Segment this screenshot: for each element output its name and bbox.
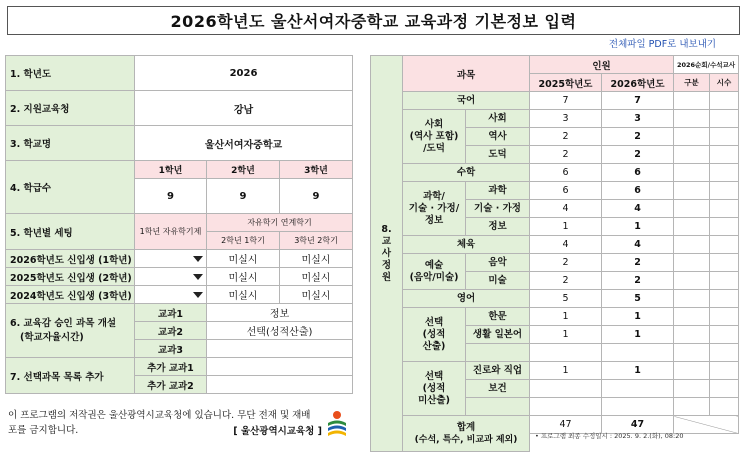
- quota-row: [371, 308, 739, 326]
- subject-sub-label: 기술 · 가정: [466, 200, 530, 218]
- grade1-classes-input[interactable]: 9: [135, 179, 207, 214]
- extra-hours-cell[interactable]: [710, 344, 739, 362]
- count-2025[interactable]: 1: [530, 362, 602, 380]
- count-2025[interactable]: 3: [530, 110, 602, 128]
- grade1-header: 1학년: [135, 161, 207, 179]
- total-2025: 47: [530, 416, 602, 434]
- school-name-input[interactable]: 울산서여자중학교: [135, 126, 353, 161]
- subject-sub-label: 음악: [466, 254, 530, 272]
- subject-sub-label: 보건: [466, 380, 530, 398]
- added-subject2-label: 추가 교과2: [135, 376, 207, 394]
- page-title: [7, 6, 740, 35]
- count-2026[interactable]: 6: [602, 182, 674, 200]
- subject-header: 과목: [403, 56, 530, 92]
- teacher-quota-body: [371, 56, 739, 452]
- count-2026[interactable]: 1: [602, 362, 674, 380]
- cohort-2026-dropdown[interactable]: [135, 250, 207, 268]
- extra-hours-cell[interactable]: [710, 92, 739, 110]
- subject1-input[interactable]: 정보: [207, 304, 353, 322]
- count-2026[interactable]: 4: [602, 236, 674, 254]
- extra-hours-cell[interactable]: [710, 290, 739, 308]
- linked-semester-header: 자유학기 연계학기: [207, 214, 353, 232]
- count-2025[interactable]: 1: [530, 218, 602, 236]
- cohort-2025-dropdown[interactable]: [135, 268, 207, 286]
- extra-type-cell[interactable]: [674, 344, 710, 362]
- added-subject2-input[interactable]: [207, 376, 353, 394]
- count-2026[interactable]: 6: [602, 164, 674, 182]
- cohort-2026-value-2[interactable]: 미실시: [280, 250, 353, 268]
- linked-sub-2-1: 2학년 1학기: [207, 232, 280, 250]
- extra-type-cell[interactable]: [674, 200, 710, 218]
- year-2026-header: 2026학년도: [602, 74, 674, 92]
- cohort-2025-value-1[interactable]: 미실시: [207, 268, 280, 286]
- subject-group-label: 체육: [403, 236, 530, 254]
- subject-sub-label: 미술: [466, 272, 530, 290]
- count-2026[interactable]: 2: [602, 128, 674, 146]
- count-2026[interactable]: 3: [602, 110, 674, 128]
- count-2026[interactable]: 4: [602, 200, 674, 218]
- subject3-input[interactable]: [207, 340, 353, 358]
- total-subtitle: (수석, 특수, 비교과 제외): [414, 434, 518, 445]
- cohort-2024-value-1[interactable]: 미실시: [207, 286, 280, 304]
- copyright-text: 이 프로그램의 저작권은 울산광역시교육청에 있습니다. 무단 전재 및 재배포를 금지합니다.: [8, 410, 311, 436]
- headcount-header: 인원: [530, 56, 674, 74]
- subject2-input[interactable]: 선택(성적산출): [207, 322, 353, 340]
- extra-hours-cell[interactable]: [710, 272, 739, 290]
- school-year-input[interactable]: 2026: [135, 56, 353, 91]
- count-2026[interactable]: [602, 380, 674, 398]
- quota-row: [371, 362, 739, 380]
- total-2026: 47: [602, 416, 674, 434]
- chevron-down-icon[interactable]: [193, 274, 203, 280]
- count-2026[interactable]: 2: [602, 254, 674, 272]
- linked-sub-3-2: 3학년 2학기: [280, 232, 353, 250]
- cohort-2026-label: 2026학년도 신입생 (1학년): [6, 250, 135, 268]
- grade3-classes-input[interactable]: 9: [280, 179, 353, 214]
- count-2026[interactable]: 1: [602, 218, 674, 236]
- subject-group-label: 국어: [403, 92, 530, 110]
- elective-list-label: 7. 선택과목 목록 추가: [6, 358, 135, 394]
- subject-sub-label: 정보: [466, 218, 530, 236]
- quota-row: [371, 290, 739, 308]
- subject-sub-label: [466, 344, 530, 362]
- count-2025[interactable]: 4: [530, 200, 602, 218]
- subject1-label: 교과1: [135, 304, 207, 322]
- extra-type-cell[interactable]: [674, 326, 710, 344]
- count-2025[interactable]: 2: [530, 146, 602, 164]
- subject-sub-label: 생활 일본어: [466, 326, 530, 344]
- free-semester-header: 1학년 자유학기제: [135, 214, 207, 250]
- cohort-2026-value-1[interactable]: 미실시: [207, 250, 280, 268]
- extra-type-cell[interactable]: [674, 398, 710, 416]
- subject-group-label: 선택 (성적 산출): [403, 308, 466, 362]
- extra-type-cell[interactable]: [674, 128, 710, 146]
- page-title-text: 2026학년도 울산서여자중학교 교육과정 기본정보 입력: [170, 12, 577, 31]
- count-2025[interactable]: 1: [530, 308, 602, 326]
- added-subject1-label: 추가 교과1: [135, 358, 207, 376]
- subject-sub-label: [466, 398, 530, 416]
- subject-group-label: 영어: [403, 290, 530, 308]
- subject-sub-label: 진로와 직업: [466, 362, 530, 380]
- count-2025[interactable]: 2: [530, 272, 602, 290]
- extra-teacher-header: 2026순회/수석교사: [674, 56, 739, 74]
- count-2025[interactable]: 2: [530, 254, 602, 272]
- extra-type-cell[interactable]: [674, 308, 710, 326]
- extra-type-cell[interactable]: [674, 290, 710, 308]
- quota-row: [371, 92, 739, 110]
- extra-hours-cell[interactable]: [710, 236, 739, 254]
- approved-subjects-sub: (학교자율시간): [20, 331, 84, 343]
- count-2026[interactable]: 1: [602, 326, 674, 344]
- extra-hours-cell[interactable]: [710, 398, 739, 416]
- chevron-down-icon[interactable]: [193, 292, 203, 298]
- subject2-label: 교과2: [135, 322, 207, 340]
- count-2026[interactable]: 5: [602, 290, 674, 308]
- teacher-quota-table: [370, 55, 739, 452]
- extra-type-cell[interactable]: [674, 272, 710, 290]
- education-office-logo: [325, 409, 349, 439]
- count-2025[interactable]: 5: [530, 290, 602, 308]
- basic-info-table: [5, 55, 353, 394]
- count-2025[interactable]: 4: [530, 236, 602, 254]
- extra-type-cell[interactable]: [674, 182, 710, 200]
- quota-row: [371, 254, 739, 272]
- extra-type-cell[interactable]: [674, 110, 710, 128]
- extra-hours-header: 시수: [710, 74, 739, 92]
- quota-row: [371, 236, 739, 254]
- count-2026[interactable]: 7: [602, 92, 674, 110]
- subject-group-label: 선택 (성적 미산출): [403, 362, 466, 416]
- count-2025[interactable]: 2: [530, 128, 602, 146]
- extra-hours-cell[interactable]: [710, 308, 739, 326]
- cohort-2025-label: 2025학년도 신입생 (2학년): [6, 268, 135, 286]
- count-2026[interactable]: 2: [602, 146, 674, 164]
- count-2025[interactable]: [530, 380, 602, 398]
- section-label: 8. 교 사 정 원: [371, 56, 403, 452]
- school-name-label: 3. 학교명: [6, 126, 135, 161]
- count-2025[interactable]: [530, 398, 602, 416]
- count-2026[interactable]: 2: [602, 272, 674, 290]
- quota-row: [371, 110, 739, 128]
- count-2026[interactable]: [602, 398, 674, 416]
- extra-type-cell[interactable]: [674, 218, 710, 236]
- approved-subjects-title: 6. 교육감 승인 과목 개설: [10, 317, 117, 329]
- subject-sub-label: 역사: [466, 128, 530, 146]
- grade-setting-label: 5. 학년별 세팅: [6, 214, 135, 250]
- subject-group-label: 사회 (역사 포함) /도덕: [403, 110, 466, 164]
- office-label: 2. 지원교육청: [6, 91, 135, 126]
- subject-group-label: 수학: [403, 164, 530, 182]
- extra-hours-cell[interactable]: [710, 326, 739, 344]
- extra-hours-cell[interactable]: [710, 110, 739, 128]
- extra-type-cell[interactable]: [674, 146, 710, 164]
- extra-type-cell[interactable]: [674, 164, 710, 182]
- extra-type-cell[interactable]: [674, 380, 710, 398]
- grade2-header: 2학년: [207, 161, 280, 179]
- chevron-down-icon[interactable]: [193, 256, 203, 262]
- count-2025[interactable]: 1: [530, 326, 602, 344]
- subject-sub-label: 한문: [466, 308, 530, 326]
- count-2026[interactable]: [602, 344, 674, 362]
- extra-hours-cell[interactable]: [710, 128, 739, 146]
- grade2-classes-input[interactable]: 9: [207, 179, 280, 214]
- last-modified-footnote: • 프로그램 최종 수정일시 : 2025. 9. 2.(화), 08:20: [535, 432, 684, 440]
- extra-hours-cell[interactable]: [710, 254, 739, 272]
- extra-hours-cell[interactable]: [710, 218, 739, 236]
- office-input[interactable]: 강남: [135, 91, 353, 126]
- extra-type-cell[interactable]: [674, 236, 710, 254]
- subject-group-label: 예술 (음악/미술): [403, 254, 466, 290]
- extra-type-cell[interactable]: [674, 92, 710, 110]
- count-2025[interactable]: [530, 344, 602, 362]
- quota-row: [371, 164, 739, 182]
- subject-sub-label: 사회: [466, 110, 530, 128]
- extra-type-cell[interactable]: [674, 254, 710, 272]
- subject-group-label: 과학/ 기술 · 가정/ 정보: [403, 182, 466, 236]
- count-2025[interactable]: 7: [530, 92, 602, 110]
- year-2025-header: 2025학년도: [530, 74, 602, 92]
- extra-type-header: 구분: [674, 74, 710, 92]
- extra-type-cell[interactable]: [674, 362, 710, 380]
- export-pdf-button[interactable]: 전체파일 PDF로 내보내기: [608, 39, 717, 50]
- extra-hours-cell[interactable]: [710, 362, 739, 380]
- subject3-label: 교과3: [135, 340, 207, 358]
- approved-subjects-label: [6, 304, 135, 358]
- school-year-label: 1. 학년도: [6, 56, 135, 91]
- extra-hours-cell[interactable]: [710, 146, 739, 164]
- grade3-header: 3학년: [280, 161, 353, 179]
- total-title: 합계: [456, 421, 476, 433]
- count-2026[interactable]: 1: [602, 308, 674, 326]
- extra-hours-cell[interactable]: [710, 164, 739, 182]
- classes-label: 4. 학급수: [6, 161, 135, 214]
- cohort-2025-value-2[interactable]: 미실시: [280, 268, 353, 286]
- extra-hours-cell[interactable]: [710, 380, 739, 398]
- cohort-2024-dropdown[interactable]: [135, 286, 207, 304]
- copyright-org: [ 울산광역시교육청 ]: [233, 426, 322, 437]
- copyright-notice: [8, 408, 326, 438]
- cohort-2024-value-2[interactable]: 미실시: [280, 286, 353, 304]
- quota-row: [371, 182, 739, 200]
- total-label: [403, 416, 530, 452]
- count-2025[interactable]: 6: [530, 182, 602, 200]
- extra-hours-cell[interactable]: [710, 182, 739, 200]
- count-2025[interactable]: 6: [530, 164, 602, 182]
- subject-sub-label: 과학: [466, 182, 530, 200]
- cohort-2024-label: 2024학년도 신입생 (3학년): [6, 286, 135, 304]
- extra-hours-cell[interactable]: [710, 200, 739, 218]
- added-subject1-input[interactable]: [207, 358, 353, 376]
- subject-sub-label: 도덕: [466, 146, 530, 164]
